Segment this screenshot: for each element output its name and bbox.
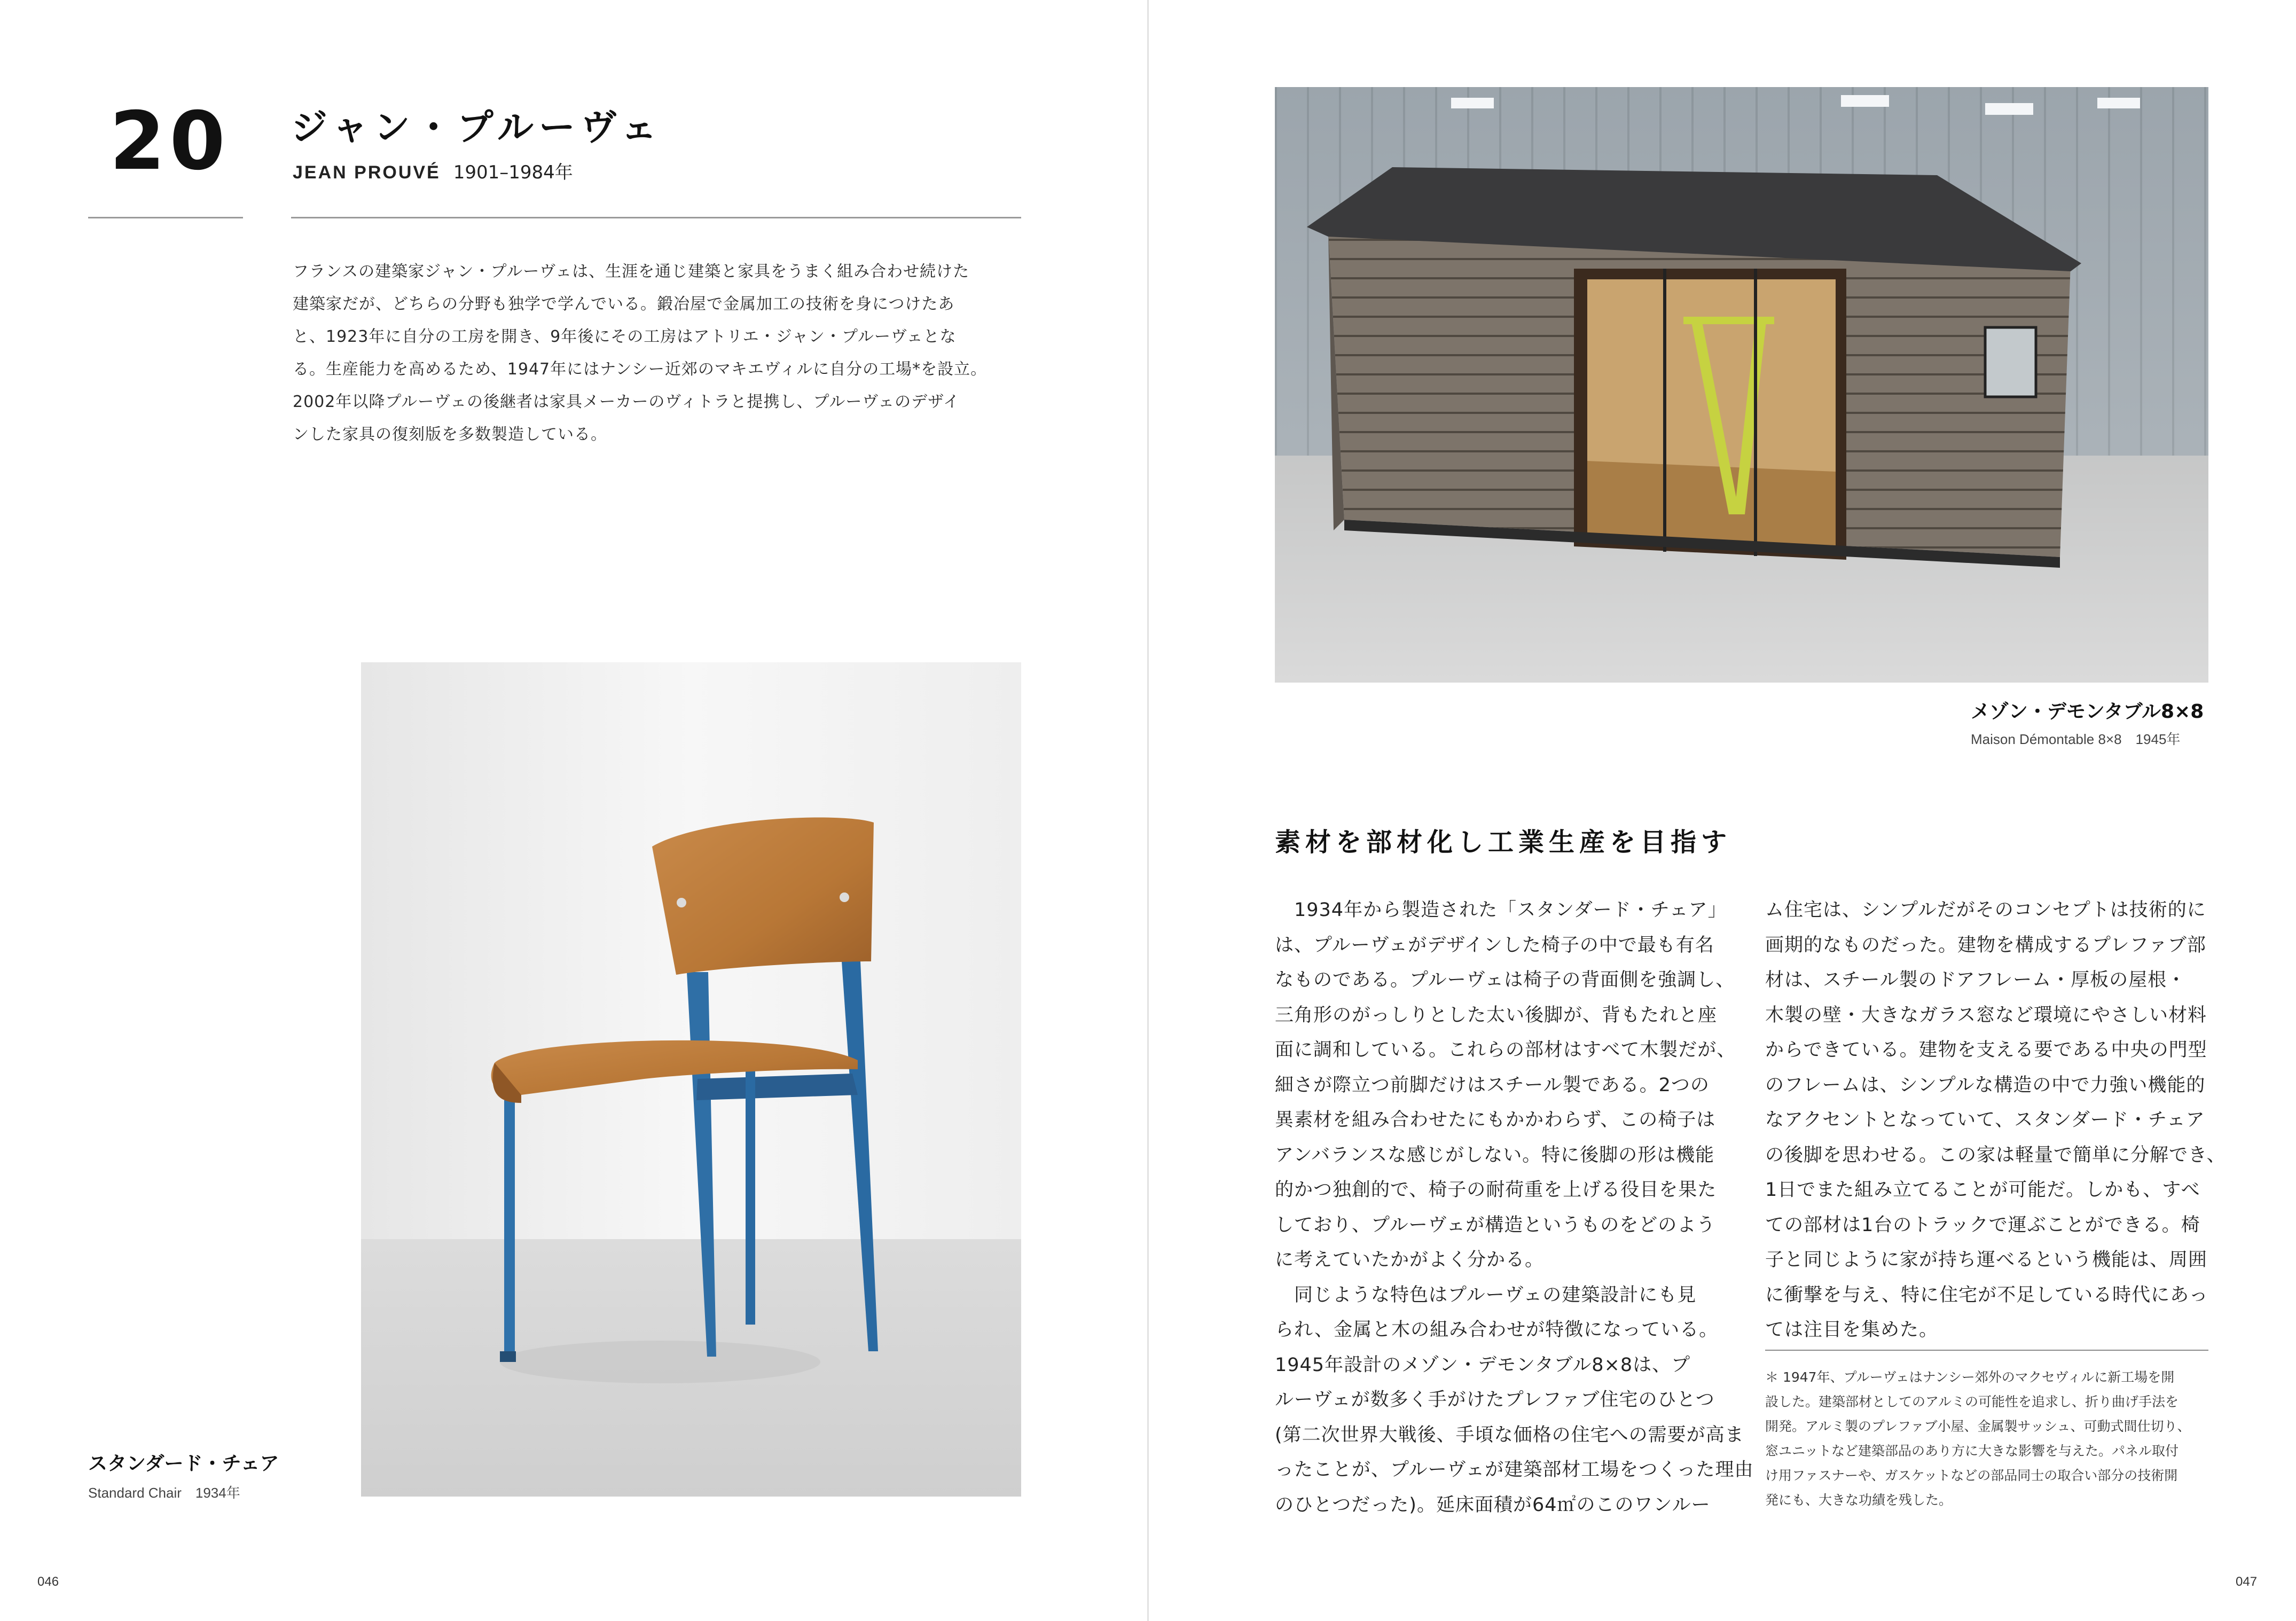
body-line: られ、金属と木の組み合わせが特徴になっている。 bbox=[1275, 1319, 1719, 1341]
title-rule bbox=[291, 217, 1021, 218]
intro-line: と、1923年に自分の工房を開き、9年後にその工房はアトリエ・ジャン・プルーヴェとな bbox=[293, 327, 957, 346]
body-line: 画期的なものだった。建物を構成するプレファブ部 bbox=[1765, 934, 2206, 956]
body-line: 材は、スチール製のドアフレーム・厚板の屋根・ bbox=[1765, 969, 2187, 991]
footnote-line: 設した。建築部材としてのアルミの可能性を追求し、折り曲げ手法を bbox=[1765, 1394, 2179, 1409]
designer-years: 1901–1984年 bbox=[453, 162, 573, 183]
body-line: 面に調和している。これらの部材はすべて木製だが、 bbox=[1275, 1039, 1736, 1061]
body-line: に考えていたかがよく分かる。 bbox=[1275, 1249, 1545, 1271]
body-line: のフレームは、シンプルな構造の中で力強い機能的 bbox=[1765, 1074, 2206, 1096]
body-line: ては注目を集めた。 bbox=[1765, 1319, 1939, 1341]
intro-line: フランスの建築家ジャン・プルーヴェは、生涯を通じ建築と家具をうまく組み合わせ続けた bbox=[293, 262, 970, 281]
intro-line: 建築家だが、どちらの分野も独学で学んでいる。鍛冶屋で金属加工の技術を身につけたあ bbox=[293, 295, 955, 314]
footnote bbox=[1765, 1365, 2191, 1513]
chair-caption-ja: スタンダード・チェア bbox=[88, 1453, 279, 1475]
section-heading: 素材を部材化し工業生産を目指す bbox=[1275, 827, 1732, 857]
body-line: に衝撃を与え、特に住宅が不足している時代にあっ bbox=[1765, 1284, 2208, 1306]
body-line: ての部材は1台のトラックで運ぶことができる。椅 bbox=[1765, 1214, 2200, 1236]
house-caption-en: Maison Démontable 8×8 1945年 bbox=[1971, 731, 2181, 747]
body-line: しており、プルーヴェが構造というものをどのよう bbox=[1275, 1214, 1716, 1236]
body-line: は、プルーヴェがデザインした椅子の中で最も有名 bbox=[1275, 934, 1714, 956]
footnote-line: 開発。アルミ製のプレファブ小屋、金属製サッシュ、可動式間仕切り、 bbox=[1765, 1419, 2191, 1434]
intro-line: ンした家具の復刻版を多数製造している。 bbox=[293, 425, 607, 444]
body-column-1 bbox=[1275, 893, 1754, 1523]
body-line: 細さが際立つ前脚だけはスチール製である。2つの bbox=[1275, 1074, 1710, 1096]
designer-name-en-line bbox=[293, 158, 573, 184]
page-spine bbox=[1147, 0, 1149, 1621]
chapter-number: 20 bbox=[109, 95, 230, 188]
maison-demontable-photo bbox=[1275, 87, 2208, 683]
body-line: なアクセントとなっていて、スタンダード・チェア bbox=[1765, 1109, 2205, 1131]
number-rule bbox=[88, 217, 243, 218]
body-line: なものである。プルーヴェは椅子の背面側を強調し、 bbox=[1275, 969, 1735, 991]
body-line: のひとつだった)。延床面積が64㎡のこのワンルー bbox=[1275, 1494, 1711, 1516]
body-line: 的かつ独創的で、椅子の耐荷重を上げる役目を果た bbox=[1275, 1179, 1717, 1201]
body-line: の後脚を思わせる。この家は軽量で簡単に分解でき、 bbox=[1765, 1144, 2226, 1166]
chair-caption-en: Standard Chair 1934年 bbox=[88, 1485, 240, 1501]
standard-chair-photo bbox=[361, 662, 1021, 1497]
body-line: アンバランスな感じがしない。特に後脚の形は機能 bbox=[1275, 1144, 1715, 1166]
body-line: 1945年設計のメゾン・デモンタブル8×8は、プ bbox=[1275, 1354, 1691, 1376]
body-line: ったことが、プルーヴェが建築部材工場をつくった理由 bbox=[1275, 1459, 1754, 1481]
body-line: 1934年から製造された「スタンダード・チェア」 bbox=[1275, 899, 1727, 921]
body-line: 異素材を組み合わせたにもかかわらず、この椅子は bbox=[1275, 1109, 1716, 1131]
body-line: ム住宅は、シンプルだがそのコンセプトは技術的に bbox=[1765, 899, 2206, 921]
footnote-line: 窓ユニットなど建築部品のあり方に大きな影響を与えた。パネル取付 bbox=[1765, 1443, 2179, 1459]
intro-text bbox=[293, 255, 1030, 451]
footnote-line: け用ファスナーや、ガスケットなどの部品同士の取合い部分の技術開 bbox=[1765, 1468, 2178, 1483]
body-line: ルーヴェが数多く手がけたプレファブ住宅のひとつ bbox=[1275, 1389, 1715, 1411]
designer-name-ja: ジャン・プルーヴェ bbox=[291, 107, 663, 149]
intro-line: る。生産能力を高めるため、1947年にはナンシー近郊のマキエヴィルに自分の工場*を設立。 bbox=[293, 360, 988, 379]
body-column-2 bbox=[1765, 893, 2230, 1348]
footnote-line: 発にも、大きな功績を残した。 bbox=[1765, 1492, 1953, 1508]
designer-name-en: JEAN PROUVÉ bbox=[293, 162, 441, 183]
house-caption-ja: メゾン・デモンタブル8×8 bbox=[1971, 701, 2204, 723]
footnote-rule bbox=[1765, 1350, 2208, 1351]
intro-line: 2002年以降プルーヴェの後継者は家具メーカーのヴィトラと提携し、プルーヴェのデザイ bbox=[293, 393, 960, 411]
body-line: 同じような特色はプルーヴェの建築設計にも見 bbox=[1275, 1284, 1697, 1306]
body-line: 子と同じように家が持ち運べるという機能は、周囲 bbox=[1765, 1249, 2208, 1271]
body-line: 三角形のがっしりとした太い後脚が、背もたれと座 bbox=[1275, 1004, 1718, 1026]
body-line: (第二次世界大戦後、手頃な価格の住宅への需要が高ま bbox=[1275, 1424, 1744, 1446]
body-line: 木製の壁・大きなガラス窓など環境にやさしい材料 bbox=[1765, 1004, 2207, 1026]
body-line: からできている。建物を支える要である中央の門型 bbox=[1765, 1039, 2207, 1061]
body-line: 1日でまた組み立てることが可能だ。しかも、すべ bbox=[1765, 1179, 2200, 1201]
page-number-right: 047 bbox=[2236, 1575, 2258, 1589]
page-number-left: 046 bbox=[37, 1575, 59, 1589]
footnote-line: ＊ 1947年、プルーヴェはナンシー郊外のマクセヴィルに新工場を開 bbox=[1765, 1369, 2175, 1385]
